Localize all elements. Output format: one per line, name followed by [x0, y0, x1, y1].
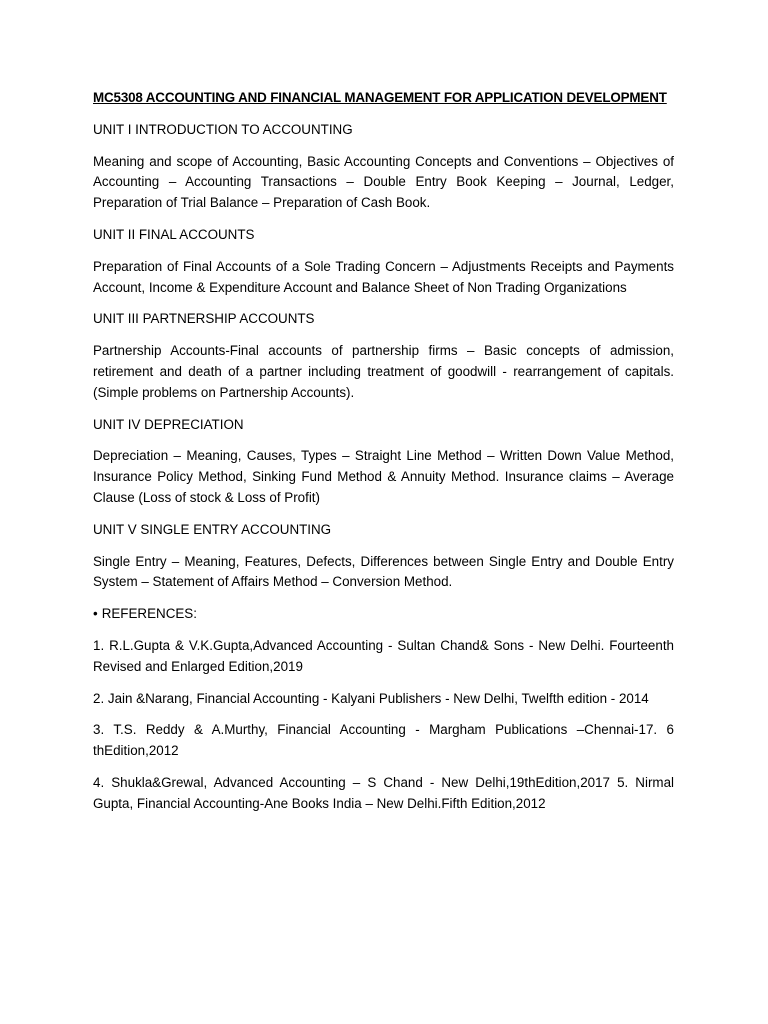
- reference-item: 4. Shukla&Grewal, Advanced Accounting – S Chand - New Delhi,19thEdition,2017 5. Nirmal Gupta, Financial Accounting-Ane Books India – New Delhi.Fifth Edition,2012: [93, 774, 674, 811]
- unit-3-body: Partnership Accounts-Final accounts of partnership firms – Basic concepts of admission, retirement and death of a partner including treatment of goodwill - rearrangement of capitals. (Simple problems on Partnership Accounts).: [93, 343, 674, 400]
- unit-4-body: Depreciation – Meaning, Causes, Types – Straight Line Method – Written Down Value Method, Insurance Policy Method, Sinking Fund Method & Annuity Method. Insurance claims – Average Clause (Loss of stock & Loss of Profit): [93, 448, 674, 505]
- unit-5-heading: UNIT V SINGLE ENTRY ACCOUNTING: [93, 521, 332, 537]
- unit-2-body: Preparation of Final Accounts of a Sole Trading Concern – Adjustments Receipts and Payments Account, Income & Expenditure Account and Balance Sheet of Non Trading Organizations: [93, 258, 674, 295]
- unit-4-heading: UNIT IV DEPRECIATION: [93, 416, 244, 432]
- unit-3-heading: UNIT III PARTNERSHIP ACCOUNTS: [93, 311, 315, 327]
- unit-5-body: Single Entry – Meaning, Features, Defects, Differences between Single Entry and Double Entry System – Statement of Affairs Method – Conversion Method.: [93, 553, 674, 590]
- unit-2-heading: UNIT II FINAL ACCOUNTS: [93, 226, 255, 242]
- unit-1-body: Meaning and scope of Accounting, Basic Accounting Concepts and Conventions – Objectives of Accounting – Accounting Transactions – Double Entry Book Keeping – Journal, Ledger, Preparation of Trial Balance – Preparation of Cash Book.: [93, 153, 674, 211]
- document-title: MC5308 ACCOUNTING AND FINANCIAL MANAGEMENT FOR APPLICATION DEVELOPMENT: [93, 90, 667, 105]
- reference-item: 2. Jain &Narang, Financial Accounting - Kalyani Publishers - New Delhi, Twelfth edition - 2014: [93, 690, 649, 706]
- syllabus-page: [93, 88, 674, 826]
- references-heading: REFERENCES:: [101, 606, 197, 622]
- reference-item: 3. T.S. Reddy & A.Murthy, Financial Accounting - Margham Publications –Chennai-17. 6 thEdition,2012: [93, 722, 674, 759]
- bullet-icon: •: [93, 606, 98, 622]
- unit-1-heading: UNIT I INTRODUCTION TO ACCOUNTING: [93, 121, 353, 137]
- reference-item: 1. R.L.Gupta & V.K.Gupta,Advanced Accounting - Sultan Chand& Sons - New Delhi. Fourteenth Revised and Enlarged Edition,2019: [93, 637, 674, 674]
- references-heading-row: [93, 604, 674, 625]
